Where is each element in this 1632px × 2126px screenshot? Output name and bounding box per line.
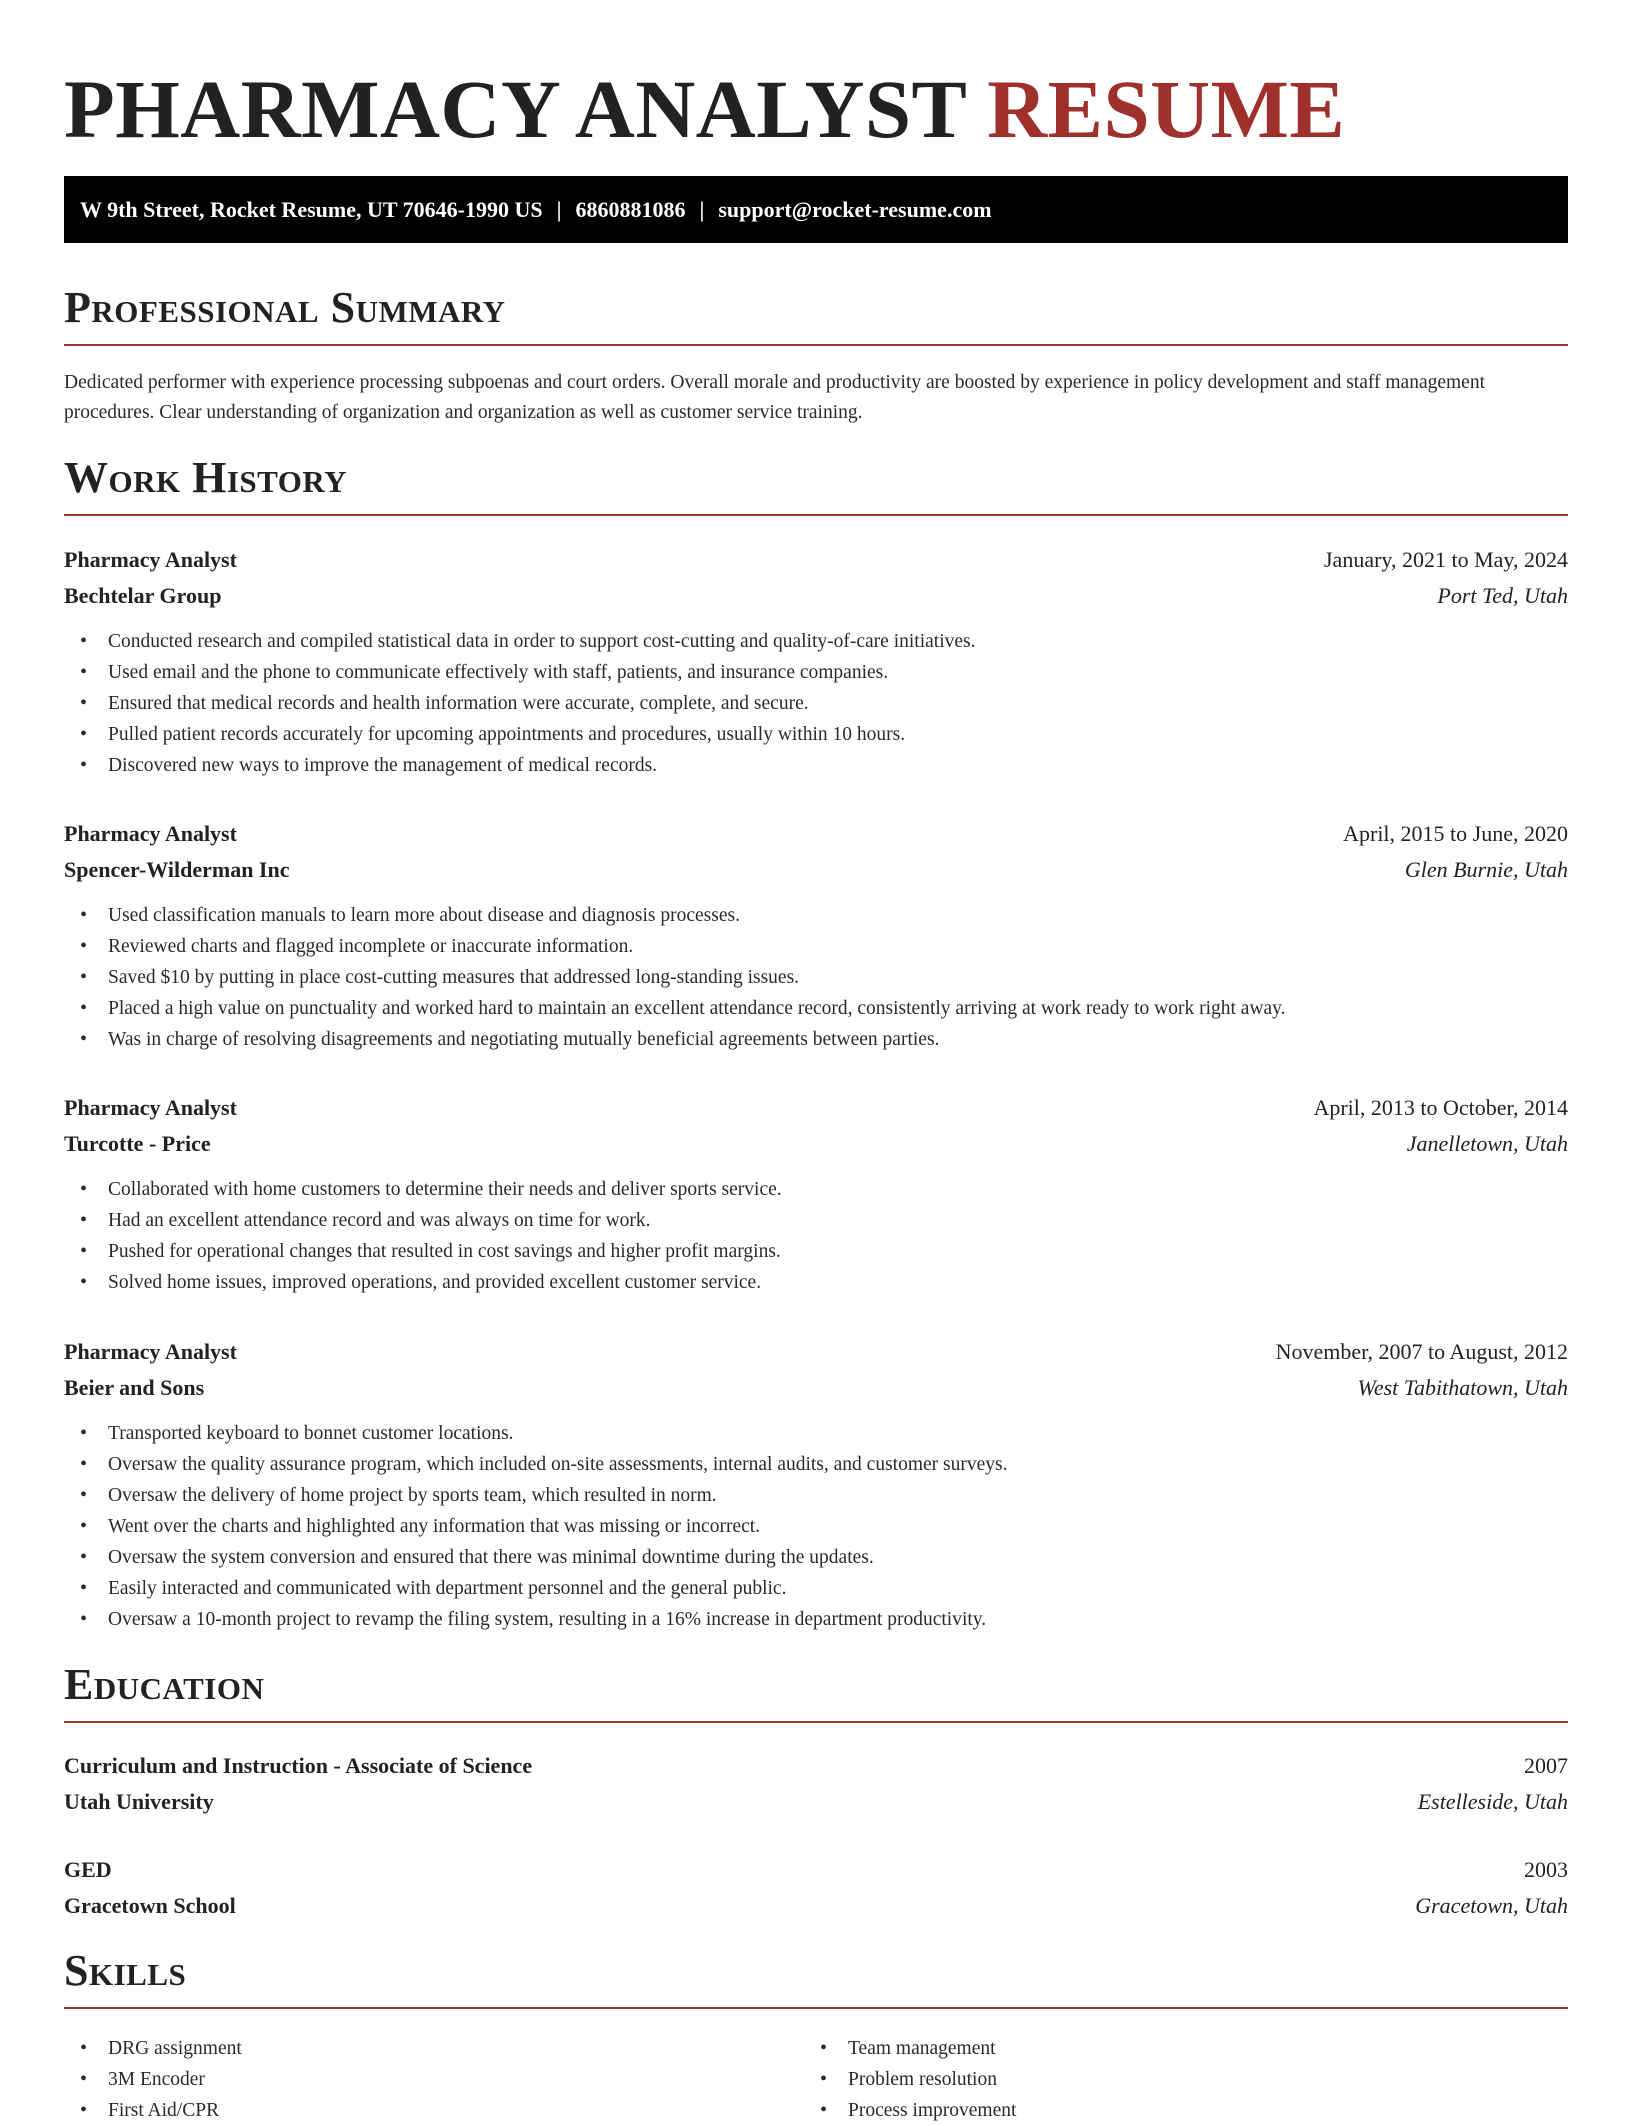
job-bullet: • Reviewed charts and flagged incomplete or inaccurate information. — [64, 931, 1568, 962]
section-heading-summary: Professional Summary — [64, 284, 1568, 346]
education-year: 2007 — [1524, 1753, 1568, 1778]
skill-item: • Problem resolution — [804, 2064, 1504, 2095]
job-title: Pharmacy Analyst — [64, 1095, 237, 1120]
education-degree: GED — [64, 1857, 112, 1882]
title-main: PHARMACY ANALYST — [64, 63, 966, 155]
job-dates: November, 2007 to August, 2012 — [1275, 1339, 1568, 1364]
job-entry — [64, 816, 1568, 1055]
job-title: Pharmacy Analyst — [64, 1339, 237, 1364]
education-degree: Curriculum and Instruction - Associate of Science — [64, 1753, 533, 1778]
summary-text: Dedicated performer with experience processing subpoenas and court orders. Overall morale and productivity are boosted by experience in policy development and staff management procedures. Clear understanding of organization and organization as well as customer service training. — [64, 372, 1485, 423]
job-bullets — [64, 1418, 1568, 1635]
job-bullet: • Oversaw a 10-month project to revamp the filing system, resulting in a 16% increase in department productivity. — [64, 1604, 1568, 1635]
job-bullet: • Oversaw the delivery of home project by sports team, which resulted in norm. — [64, 1480, 1568, 1511]
job-title: Pharmacy Analyst — [64, 547, 237, 572]
skill-item: • DRG assignment — [64, 2033, 764, 2064]
contact-separator: | — [556, 197, 562, 222]
skill-item: • Process improvement — [804, 2095, 1504, 2126]
education-school: Gracetown School — [64, 1893, 236, 1918]
job-bullet: • Easily interacted and communicated with department personnel and the general public. — [64, 1573, 1568, 1604]
job-entry — [64, 1334, 1568, 1635]
job-company: Bechtelar Group — [64, 583, 222, 608]
job-dates: April, 2015 to June, 2020 — [1343, 821, 1568, 846]
contact-separator: | — [699, 197, 705, 222]
job-company: Spencer-Wilderman Inc — [64, 857, 290, 882]
job-location: Janelletown, Utah — [1406, 1131, 1568, 1156]
job-bullet: • Solved home issues, improved operations, and provided excellent customer service. — [64, 1267, 1568, 1298]
job-dates: January, 2021 to May, 2024 — [1324, 547, 1568, 572]
job-bullet: • Discovered new ways to improve the management of medical records. — [64, 750, 1568, 781]
job-bullets — [64, 1174, 1568, 1298]
education-location: Gracetown, Utah — [1415, 1893, 1568, 1918]
job-dates: April, 2013 to October, 2014 — [1313, 1095, 1568, 1120]
resume-title — [64, 56, 1568, 162]
job-company: Turcotte - Price — [64, 1131, 211, 1156]
job-location: West Tabithatown, Utah — [1357, 1375, 1568, 1400]
contact-email[interactable]: support@rocket-resume.com — [718, 197, 992, 222]
skill-item: • First Aid/CPR — [64, 2095, 764, 2126]
education-entry — [64, 1748, 1568, 1820]
job-bullet: • Ensured that medical records and health information were accurate, complete, and secure. — [64, 688, 1568, 719]
job-bullet: • Used classification manuals to learn more about disease and diagnosis processes. — [64, 900, 1568, 931]
job-bullet: • Oversaw the quality assurance program, which included on-site assessments, internal audits, and customer surveys. — [64, 1449, 1568, 1480]
job-bullet: • Pushed for operational changes that resulted in cost savings and higher profit margins. — [64, 1236, 1568, 1267]
contact-address: W 9th Street, Rocket Resume, UT 70646-1990 US — [80, 197, 543, 222]
job-entry — [64, 1090, 1568, 1298]
education-entry — [64, 1852, 1568, 1924]
job-entry — [64, 542, 1568, 781]
job-bullet: • Transported keyboard to bonnet customer locations. — [64, 1418, 1568, 1449]
job-bullet: • Pulled patient records accurately for upcoming appointments and procedures, usually within 10 hours. — [64, 719, 1568, 750]
skills-column-left — [64, 2033, 764, 2126]
job-location: Port Ted, Utah — [1437, 583, 1568, 608]
job-bullets — [64, 900, 1568, 1055]
job-bullet: • Went over the charts and highlighted any information that was missing or incorrect. — [64, 1511, 1568, 1542]
job-bullet: • Saved $10 by putting in place cost-cutting measures that addressed long-standing issues. — [64, 962, 1568, 993]
skill-item: • Team management — [804, 2033, 1504, 2064]
education-year: 2003 — [1524, 1857, 1568, 1882]
section-heading-work-history: Work History — [64, 454, 1568, 516]
job-location: Glen Burnie, Utah — [1404, 857, 1568, 882]
job-bullet: • Placed a high value on punctuality and worked hard to maintain an excellent attendance record, consistently arriving at work ready to work right away. — [64, 993, 1568, 1024]
education-school: Utah University — [64, 1789, 214, 1814]
education-location: Estelleside, Utah — [1417, 1789, 1568, 1814]
section-heading-education: Education — [64, 1661, 1568, 1723]
contact-bar — [64, 176, 1568, 243]
job-bullet: • Was in charge of resolving disagreements and negotiating mutually beneficial agreements between parties. — [64, 1024, 1568, 1055]
job-bullet: • Had an excellent attendance record and was always on time for work. — [64, 1205, 1568, 1236]
resume-page — [64, 0, 1568, 2121]
job-bullets — [64, 626, 1568, 781]
job-bullet: • Oversaw the system conversion and ensured that there was minimal downtime during the updates. — [64, 1542, 1568, 1573]
job-bullet: • Conducted research and compiled statistical data in order to support cost-cutting and quality-of-care initiatives. — [64, 626, 1568, 657]
job-bullet: • Used email and the phone to communicate effectively with staff, patients, and insurance companies. — [64, 657, 1568, 688]
contact-phone[interactable]: 6860881086 — [575, 197, 686, 222]
section-heading-skills: Skills — [64, 1947, 1568, 2009]
title-accent: RESUME — [987, 63, 1346, 155]
skills-column-right — [804, 2033, 1504, 2126]
job-company: Beier and Sons — [64, 1375, 205, 1400]
job-bullet: • Collaborated with home customers to determine their needs and deliver sports service. — [64, 1174, 1568, 1205]
job-title: Pharmacy Analyst — [64, 821, 237, 846]
skill-item: • 3M Encoder — [64, 2064, 764, 2095]
